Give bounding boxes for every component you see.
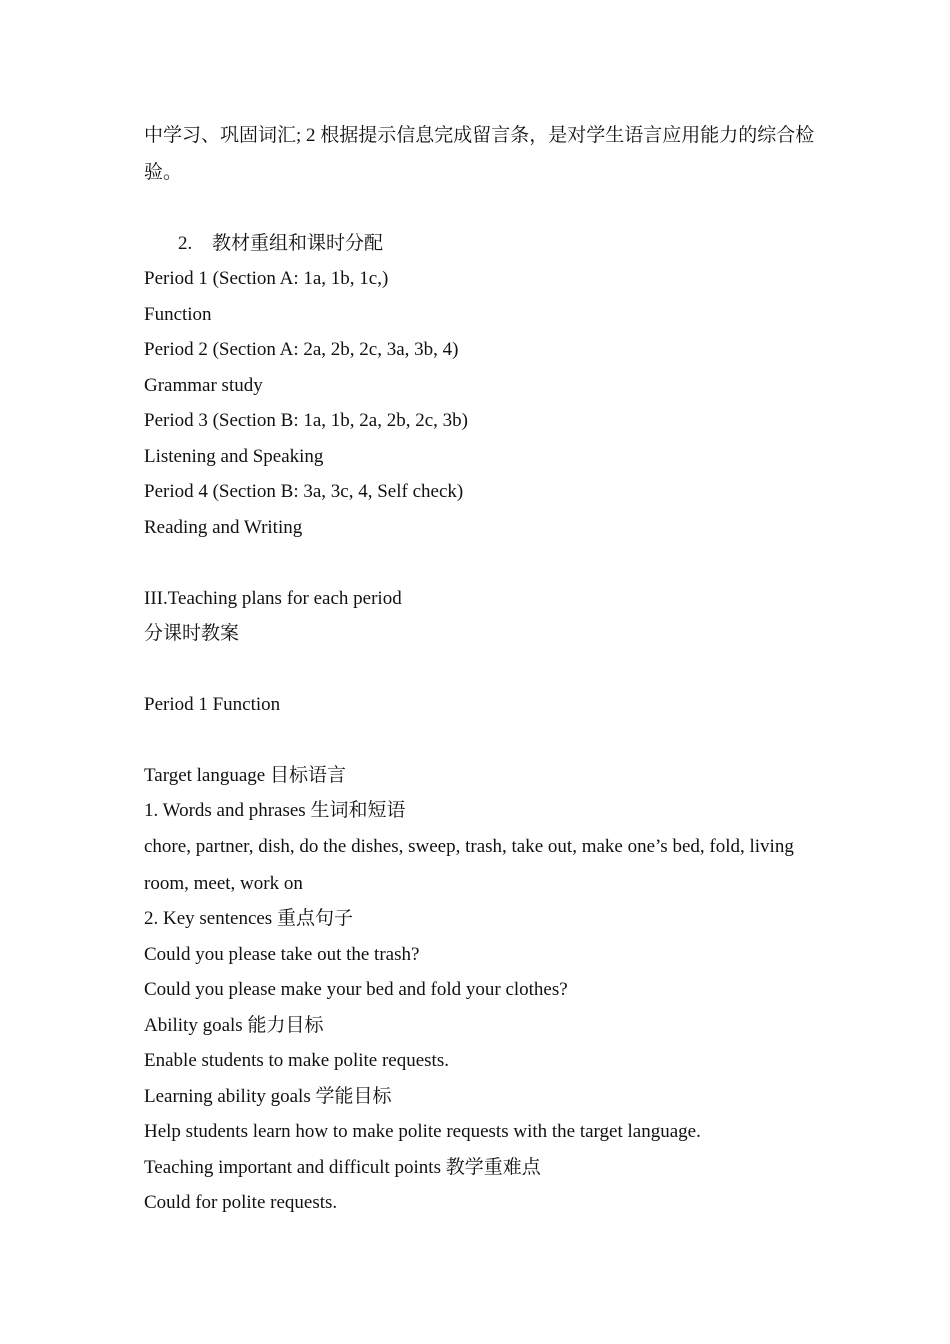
period-2-label: Period 2 (Section A: 2a, 2b, 2c, 3a, 3b, 4) [144,339,459,360]
period-1-heading: Period 1 Function [144,694,281,715]
intro-line-2: 验。 [144,162,183,183]
words-line-2: room, meet, work on [144,873,303,894]
learning-goals-text: Help students learn how to make polite requests with the target language. [144,1121,701,1142]
intro-line-1: 中学习、巩固词汇; 2 根据提示信息完成留言条，是对学生语言应用能力的综合检 [144,125,815,146]
learning-goals-heading: Learning ability goals 学能目标 [144,1086,392,1107]
period-4-focus: Reading and Writing [144,517,303,538]
period-3-focus: Listening and Speaking [144,446,324,467]
sentence-1: Could you please take out the trash? [144,944,420,965]
words-line-1: chore, partner, dish, do the dishes, sweep, trash, take out, make one’s bed, fold, living [144,836,794,857]
section-2-heading [178,232,383,256]
section-3-title: III.Teaching plans for each period [144,588,402,609]
ability-goals-heading: Ability goals 能力目标 [144,1015,324,1036]
words-heading: 1. Words and phrases 生词和短语 [144,800,406,821]
period-3-label: Period 3 (Section B: 1a, 1b, 2a, 2b, 2c, 3b) [144,410,469,431]
target-language-heading: Target language 目标语言 [144,765,346,786]
sentences-heading: 2. Key sentences 重点句子 [144,908,353,929]
ability-goals-text: Enable students to make polite requests. [144,1050,449,1071]
period-2-focus: Grammar study [144,375,263,396]
teaching-points-heading: Teaching important and difficult points 教学重难点 [144,1157,541,1178]
sentence-2: Could you please make your bed and fold your clothes? [144,979,568,1000]
section-3-subtitle: 分课时教案 [144,623,240,644]
section-2-number: 2. [178,233,193,254]
teaching-points-text: Could for polite requests. [144,1192,338,1213]
section-2-title: 教材重组和课时分配 [212,233,384,254]
period-1-label: Period 1 (Section A: 1a, 1b, 1c,) [144,268,389,289]
period-1-focus: Function [144,304,212,325]
period-4-label: Period 4 (Section B: 3a, 3c, 4, Self check) [144,481,464,502]
